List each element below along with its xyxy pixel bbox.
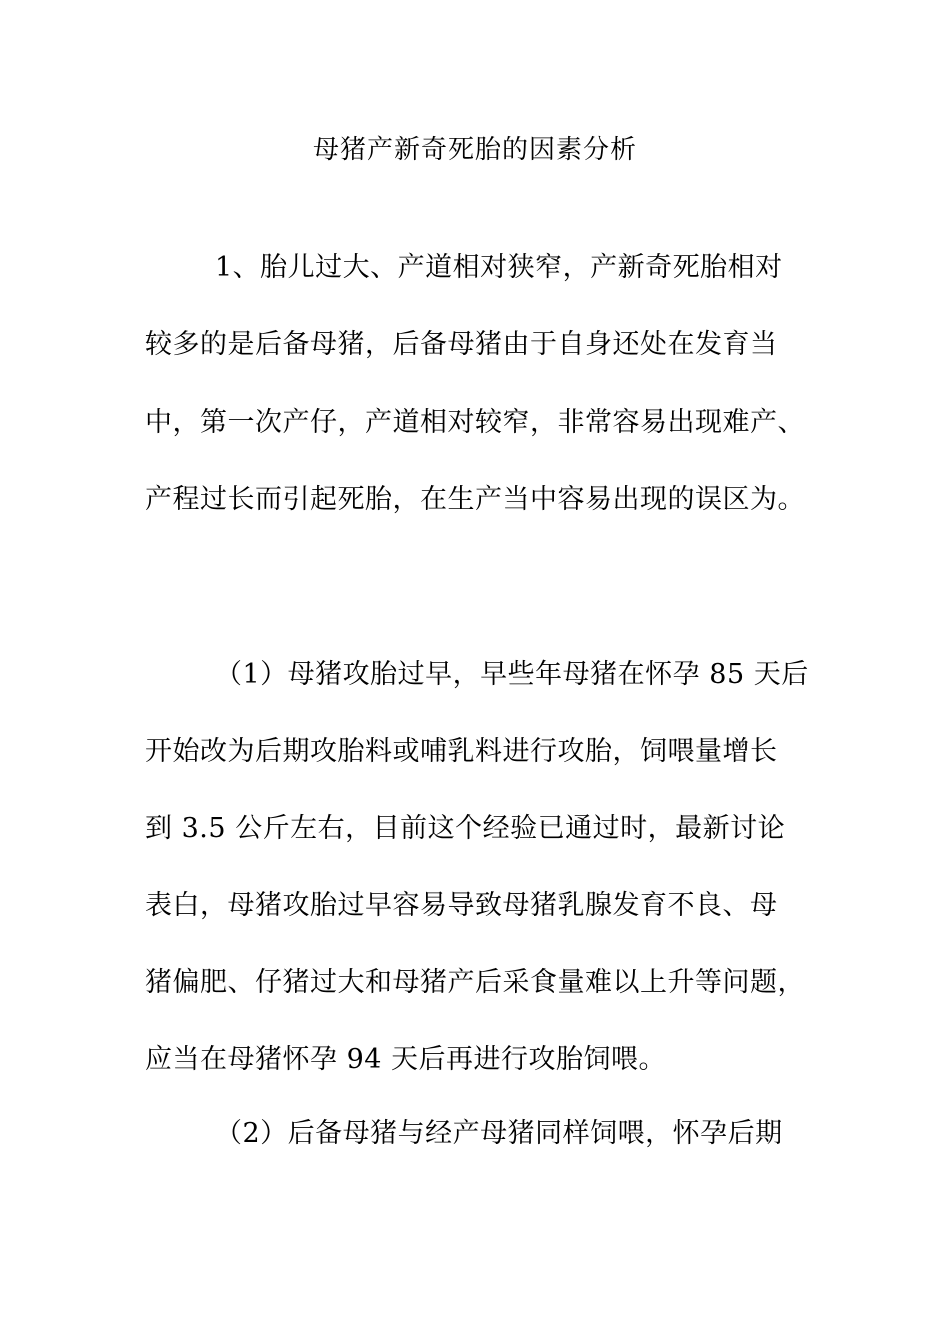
- paragraph-2-line-6: 应当在母猪怀孕 94 天后再进行攻胎饲喂。: [145, 1044, 667, 1075]
- paragraph-3-line-1: （2）后备母猪与经产母猪同样饲喂，怀孕后期: [215, 1118, 783, 1149]
- paragraph-1-line-3: 中，第一次产仔，产道相对较窄，非常容易出现难产、: [145, 407, 805, 438]
- paragraph-1-line-4: 产程过长而引起死胎，在生产当中容易出现的误区为。: [145, 484, 805, 515]
- paragraph-2-line-2: 开始改为后期攻胎料或哺乳料进行攻胎，饲喂量增长: [145, 736, 778, 767]
- paragraph-2-line-1: （1）母猪攻胎过早，早些年母猪在怀孕 85 天后: [215, 659, 809, 690]
- paragraph-2-line-3: 到 3.5 公斤左右，目前这个经验已通过时，最新讨论: [145, 813, 786, 844]
- paragraph-2-line-5: 猪偏肥、仔猪过大和母猪产后采食量难以上升等问题，: [145, 967, 805, 998]
- paragraph-2-line-4: 表白，母猪攻胎过早容易导致母猪乳腺发育不良、母: [145, 890, 778, 921]
- paragraph-1-line-2: 较多的是后备母猪，后备母猪由于自身还处在发育当: [145, 329, 778, 360]
- document-title: 母猪产新奇死胎的因素分析: [312, 135, 637, 165]
- paragraph-1-line-1: 1、胎儿过大、产道相对狭窄，产新奇死胎相对: [215, 252, 783, 283]
